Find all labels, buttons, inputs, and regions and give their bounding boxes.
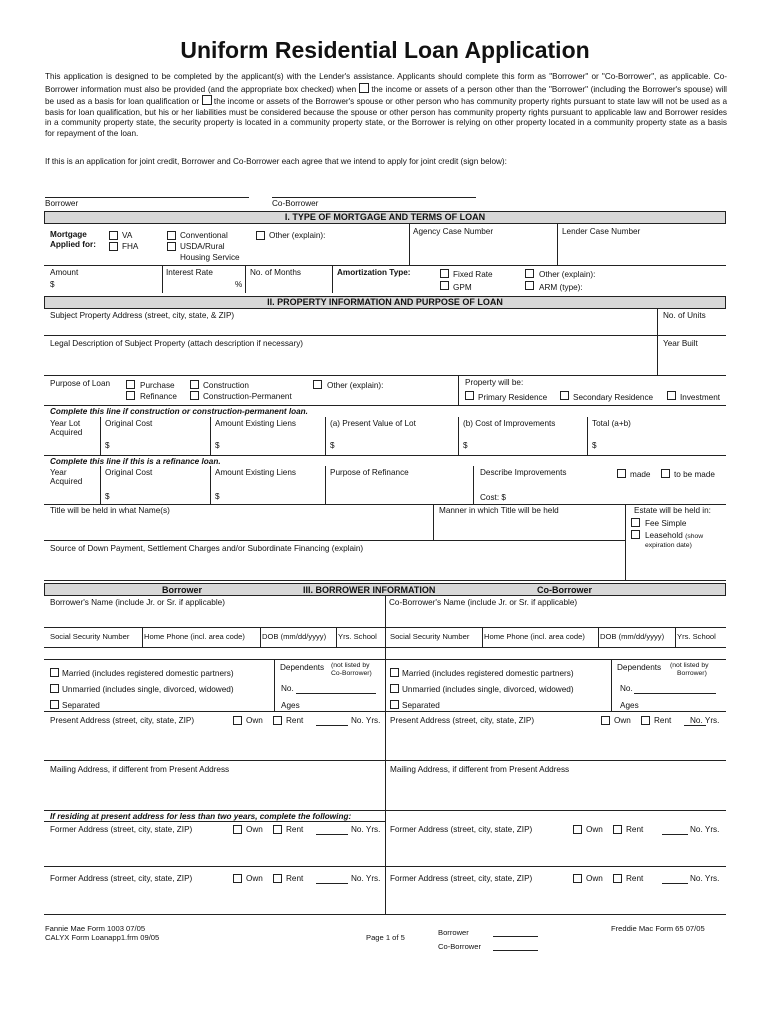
leasehold-checkbox[interactable]	[631, 530, 640, 539]
c-dependents-no: No.	[620, 684, 633, 693]
c-mailing-label: Mailing Address, if different from Present Address	[390, 765, 570, 774]
b-former2-own: Own	[246, 874, 263, 883]
conventional-label: Conventional	[180, 231, 228, 240]
b-school-label: Yrs. School	[338, 632, 377, 641]
fixed-rate-checkbox[interactable]	[440, 269, 449, 278]
c-former1-rent-checkbox[interactable]	[613, 825, 622, 834]
describe-improvements-label: Describe Improvements	[480, 468, 567, 477]
cost-improvements-label: (b) Cost of Improvements	[463, 419, 556, 428]
subject-address-label: Subject Property Address (street, city, state, & ZIP)	[50, 311, 235, 320]
b-present-yrs: No. Yrs.	[351, 716, 381, 725]
arm-label: ARM (type):	[539, 283, 583, 292]
b-dependents-note2: Co-Borrower)	[331, 670, 372, 677]
purchase-checkbox[interactable]	[126, 380, 135, 389]
fha-checkbox[interactable]	[109, 242, 118, 251]
b-present-own-checkbox[interactable]	[233, 716, 242, 725]
borrower-name-label: Borrower's Name (include Jr. or Sr. if applicable)	[50, 598, 225, 607]
agency-case-label: Agency Case Number	[413, 227, 494, 236]
b-former2-yrs: No. Yrs.	[351, 874, 381, 883]
year-lot-label: Year Lot	[50, 419, 81, 428]
section-3-title: III. BORROWER INFORMATION	[303, 585, 436, 595]
section-3-borrower: Borrower	[162, 585, 203, 595]
b-separated-label: Separated	[62, 701, 100, 710]
primary-residence-label: Primary Residence	[478, 393, 548, 402]
c-school-label: Yrs. School	[677, 632, 716, 641]
usda-label: USDA/Rural	[180, 242, 225, 251]
refinance-line-note: Complete this line if this is a refinance loan.	[50, 457, 221, 466]
c-present-label: Present Address (street, city, state, ZIP)	[390, 716, 535, 725]
footer-coborrower: Co-Borrower	[438, 942, 482, 951]
property-will-be-label: Property will be:	[465, 378, 524, 387]
coborrower-income-checkbox[interactable]	[359, 83, 369, 93]
b-unmarried-checkbox[interactable]	[50, 684, 59, 693]
footer-calyx: CALYX Form Loanapp1.frm 09/05	[45, 933, 160, 942]
c-dob-label: DOB (mm/dd/yyyy)	[600, 632, 665, 641]
c-present-rent-checkbox[interactable]	[641, 716, 650, 725]
interest-pct: %	[235, 280, 243, 289]
title-held-label: Title will be held in what Name(s)	[50, 506, 170, 515]
c-former2-label: Former Address (street, city, state, ZIP)	[390, 874, 533, 883]
mortgage-label: Mortgage	[50, 230, 87, 239]
b-dependents-label: Dependents	[280, 663, 325, 672]
expiration-date-label: expiration date)	[645, 542, 692, 549]
c-present-yrs: No. Yrs.	[690, 716, 720, 725]
liens-dollar: $	[215, 441, 220, 450]
gpm-label: GPM	[453, 283, 472, 292]
b-dob-label: DOB (mm/dd/yyyy)	[262, 632, 327, 641]
gpm-checkbox[interactable]	[440, 281, 449, 290]
va-label: VA	[122, 231, 133, 240]
purchase-label: Purchase	[140, 381, 175, 390]
refi-liens-dollar: $	[215, 492, 220, 501]
b-present-own: Own	[246, 716, 263, 725]
cost-label: Cost: $	[480, 493, 506, 502]
construction-label: Construction	[203, 381, 249, 390]
other-mortgage-label: Other (explain):	[269, 231, 326, 240]
intro-paragraph: This application is designed to be completed by the applicant(s) with the Lender's assistance. Applicants should complete this form as "Borrower" or "Co-Borrower", as applicable. Co-Borrower information must also be provided (and the appropriate box checked) when the income or assets of a person other than the "Borrower" (including the Borrower's spouse) will be used as a basis for loan qualification or the income or assets of the Borrower's spouse or other person who has community property rights pursuant to state law will not be used as a basis for loan qualification, but his or her liabilities must be considered because the spouse or other person has community property rights pursuant to applicable law and Borrower resides in a community property state, the security property is located in a community property state, or the Borrower is relying on other property located in a community property state as a basis for repayment of the loan.	[45, 72, 728, 138]
c-former2-own-checkbox[interactable]	[573, 874, 582, 883]
present-value-dollar: $	[330, 441, 335, 450]
present-value-label: (a) Present Value of Lot	[330, 419, 416, 428]
b-former2-label: Former Address (street, city, state, ZIP)	[50, 874, 193, 883]
other-mortgage-checkbox[interactable]	[256, 231, 265, 240]
va-checkbox[interactable]	[109, 231, 118, 240]
b-separated-checkbox[interactable]	[50, 700, 59, 709]
c-phone-label: Home Phone (incl. area code)	[484, 632, 585, 641]
borrower-sig-label: Borrower	[45, 199, 79, 208]
investment-label: Investment	[680, 393, 721, 402]
to-be-made-checkbox[interactable]	[661, 469, 670, 478]
c-former2-yrs: No. Yrs.	[690, 874, 720, 883]
acquired-label: Acquired	[50, 428, 83, 437]
b-former2-rent-checkbox[interactable]	[273, 874, 282, 883]
footer-page: Page 1 of 5	[366, 933, 405, 942]
c-former2-rent: Rent	[626, 874, 644, 883]
b-former2-rent: Rent	[286, 874, 304, 883]
existing-liens-label: Amount Existing Liens	[215, 419, 297, 428]
year-built-label: Year Built	[663, 339, 698, 348]
interest-rate-label: Interest Rate	[166, 268, 213, 277]
b-former2-own-checkbox[interactable]	[233, 874, 242, 883]
secondary-residence-checkbox[interactable]	[560, 391, 569, 400]
b-former1-yrs: No. Yrs.	[351, 825, 381, 834]
leasehold-label: Leasehold (show	[645, 531, 704, 540]
source-label: Source of Down Payment, Settlement Charges and/or Subordinate Financing (explain)	[50, 544, 364, 553]
c-former1-rent: Rent	[626, 825, 644, 834]
original-cost-label: Original Cost	[105, 419, 153, 428]
fee-simple-label: Fee Simple	[645, 519, 687, 528]
purpose-label: Purpose of Loan	[50, 379, 111, 388]
footer-freddie: Freddie Mac Form 65 07/05	[611, 924, 705, 933]
c-former1-yrs: No. Yrs.	[690, 825, 720, 834]
fee-simple-checkbox[interactable]	[631, 518, 640, 527]
b-present-rent-checkbox[interactable]	[273, 716, 282, 725]
other-purpose-checkbox[interactable]	[313, 380, 322, 389]
construction-line-note: Complete this line if construction or construction-permanent loan.	[50, 407, 308, 416]
c-dependents-note2: Borrower)	[677, 670, 707, 677]
secondary-residence-label: Secondary Residence	[573, 393, 654, 402]
refi-orig-dollar: $	[105, 492, 110, 501]
c-dependents-note: (not listed by	[670, 662, 709, 669]
b-ssn-label: Social Security Number	[50, 632, 130, 641]
b-phone-label: Home Phone (incl. area code)	[144, 632, 245, 641]
b-former1-rent-checkbox[interactable]	[273, 825, 282, 834]
investment-checkbox[interactable]	[667, 391, 676, 400]
two-years-note: If residing at present address for less than two years, complete the following:	[50, 812, 352, 821]
orig-cost-dollar: $	[105, 441, 110, 450]
applied-for-label: Applied for:	[50, 240, 96, 249]
c-former2-rent-checkbox[interactable]	[613, 874, 622, 883]
refinance-checkbox[interactable]	[126, 391, 135, 400]
b-present-label: Present Address (street, city, state, ZIP)	[50, 716, 195, 725]
cost-impr-dollar: $	[463, 441, 468, 450]
joint-credit-text: If this is an application for joint credit, Borrower and Co-Borrower each agree that we intend to apply for joint credit (sign below):	[45, 157, 507, 166]
manner-label: Manner in which Title will be held	[439, 506, 559, 515]
fha-label: FHA	[122, 242, 139, 251]
c-unmarried-label: Unmarried (includes single, divorced, widowed)	[402, 685, 574, 694]
conventional-checkbox[interactable]	[167, 231, 176, 240]
section-1-header: I. TYPE OF MORTGAGE AND TERMS OF LOAN	[44, 211, 726, 224]
coborrower-name-label: Co-Borrower's Name (include Jr. or Sr. if applicable)	[389, 598, 578, 607]
b-former1-rent: Rent	[286, 825, 304, 834]
c-dependents-ages: Ages	[620, 701, 639, 710]
spouse-liabilities-checkbox[interactable]	[202, 95, 212, 105]
b-married-label: Married (includes registered domestic partners)	[62, 669, 234, 678]
c-separated-label: Separated	[402, 701, 440, 710]
b-former1-own: Own	[246, 825, 263, 834]
b-married-checkbox[interactable]	[50, 668, 59, 677]
usda-checkbox[interactable]	[167, 242, 176, 251]
section-2-header: II. PROPERTY INFORMATION AND PURPOSE OF LOAN	[44, 296, 726, 309]
c-separated-checkbox[interactable]	[390, 700, 399, 709]
amortization-label: Amortization Type:	[337, 268, 411, 277]
construction-perm-label: Construction-Permanent	[203, 392, 292, 401]
c-present-rent: Rent	[654, 716, 672, 725]
c-former1-label: Former Address (street, city, state, ZIP)	[390, 825, 533, 834]
refi-acquired-label: Acquired	[50, 477, 83, 486]
c-ssn-label: Social Security Number	[390, 632, 470, 641]
refinance-label: Refinance	[140, 392, 177, 401]
refi-orig-cost-label: Original Cost	[105, 468, 153, 477]
units-label: No. of Units	[663, 311, 706, 320]
b-former1-own-checkbox[interactable]	[233, 825, 242, 834]
b-former1-label: Former Address (street, city, state, ZIP)	[50, 825, 193, 834]
housing-service-label: Housing Service	[180, 253, 240, 262]
made-label: made	[630, 470, 651, 479]
to-be-made-label: to be made	[674, 470, 715, 479]
form-title: Uniform Residential Loan Application	[180, 37, 590, 63]
lender-case-label: Lender Case Number	[562, 227, 641, 236]
c-married-label: Married (includes registered domestic partners)	[402, 669, 574, 678]
refi-liens-label: Amount Existing Liens	[215, 468, 297, 477]
b-unmarried-label: Unmarried (includes single, divorced, widowed)	[62, 685, 234, 694]
b-dependents-note: (not listed by	[331, 662, 370, 669]
amount-dollar: $	[50, 280, 55, 289]
other-purpose-label: Other (explain):	[327, 381, 384, 390]
other-amort-label: Other (explain):	[539, 270, 596, 279]
legal-desc-label: Legal Description of Subject Property (attach description if necessary)	[50, 339, 304, 348]
fixed-rate-label: Fixed Rate	[453, 270, 493, 279]
months-label: No. of Months	[250, 268, 301, 277]
c-former2-own: Own	[586, 874, 603, 883]
c-unmarried-checkbox[interactable]	[390, 684, 399, 693]
total-label: Total (a+b)	[592, 419, 631, 428]
refi-year-label: Year	[50, 468, 67, 477]
purpose-refi-label: Purpose of Refinance	[330, 468, 409, 477]
c-former1-own-checkbox[interactable]	[573, 825, 582, 834]
other-amort-checkbox[interactable]	[525, 269, 534, 278]
estate-label: Estate will be held in:	[634, 506, 711, 515]
construction-checkbox[interactable]	[190, 380, 199, 389]
b-dependents-ages: Ages	[281, 701, 300, 710]
c-present-own: Own	[614, 716, 631, 725]
b-mailing-label: Mailing Address, if different from Present Address	[50, 765, 230, 774]
c-married-checkbox[interactable]	[390, 668, 399, 677]
b-dependents-no: No.	[281, 684, 294, 693]
arm-checkbox[interactable]	[525, 281, 534, 290]
footer-borrower: Borrower	[438, 928, 469, 937]
amount-label: Amount	[50, 268, 79, 277]
coborrower-sig-label: Co-Borrower	[272, 199, 319, 208]
b-present-rent: Rent	[286, 716, 304, 725]
primary-residence-checkbox[interactable]	[465, 391, 474, 400]
footer-fannie: Fannie Mae Form 1003 07/05	[45, 924, 146, 933]
c-former1-own: Own	[586, 825, 603, 834]
construction-perm-checkbox[interactable]	[190, 391, 199, 400]
c-dependents-label: Dependents	[617, 663, 662, 672]
total-dollar: $	[592, 441, 597, 450]
c-present-own-checkbox[interactable]	[601, 716, 610, 725]
made-checkbox[interactable]	[617, 469, 626, 478]
section-3-coborrower: Co-Borrower	[537, 585, 593, 595]
